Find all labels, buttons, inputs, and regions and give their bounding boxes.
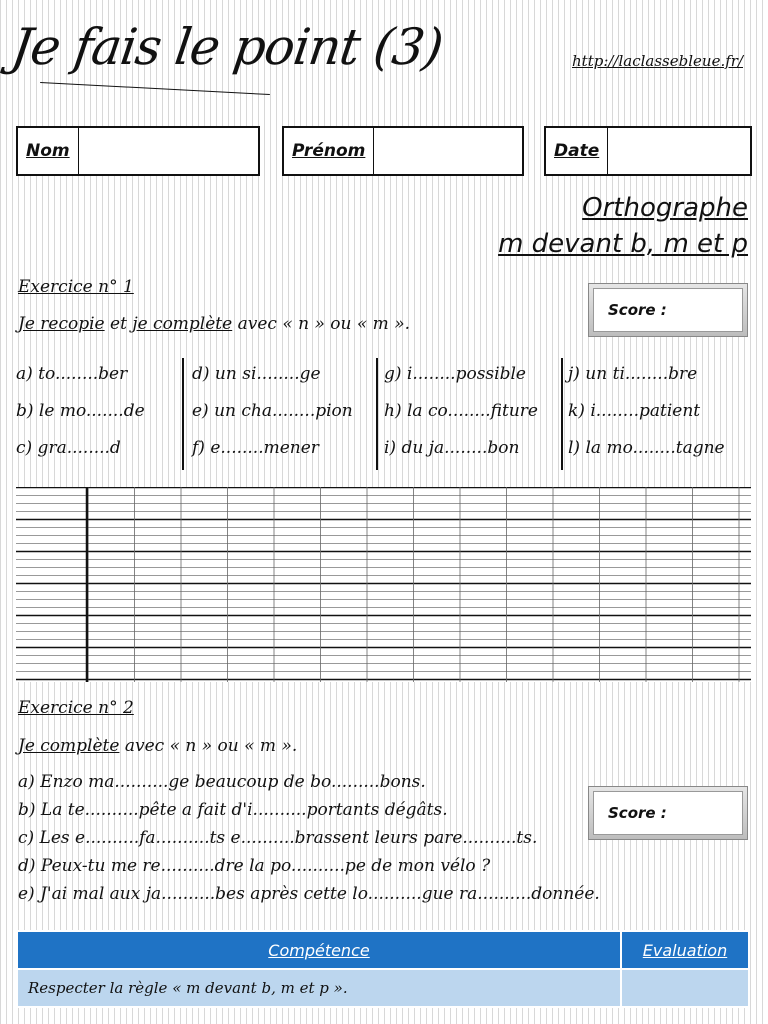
exercise1-title: Exercice n° 1 [18, 277, 134, 297]
word-item: h) la co........fiture [384, 401, 538, 421]
page-title: Je fais le point (3) [7, 18, 447, 76]
exercise2-instruction [18, 736, 297, 756]
word-item: c) gra........d [16, 438, 121, 458]
exercise1-score-label: Score : [593, 288, 743, 332]
date-box [544, 126, 752, 176]
word-item: j) un ti........bre [568, 364, 698, 384]
exercise1-score-box [588, 283, 748, 337]
word-item: i) du ja........bon [384, 438, 520, 458]
column-separator [561, 358, 563, 470]
word-item: b) le mo.......de [16, 401, 145, 421]
word-item: a) to........ber [16, 364, 128, 384]
sentence-item: d) Peux-tu me re..........dre la po..........pe de mon vélo ? [18, 856, 491, 876]
subject-heading [498, 190, 748, 262]
competence-header: Compétence [17, 931, 621, 969]
site-url-link[interactable]: http://laclassebleue.fr/ [572, 52, 743, 70]
nom-label: Nom [18, 128, 79, 174]
word-item: g) i........possible [384, 364, 526, 384]
word-item: e) un cha........pion [192, 401, 353, 421]
prenom-label: Prénom [284, 128, 374, 174]
subject-line-1: Orthographe [582, 193, 748, 223]
exercise2-score-box [588, 786, 748, 840]
competence-table [16, 930, 750, 1008]
instr1-part4: avec « n » ou « m ». [232, 314, 411, 334]
sentence-item: b) La te..........pête a fait d'i..........portants dégâts. [18, 800, 448, 820]
word-item: f) e........mener [192, 438, 319, 458]
word-item: d) un si........ge [192, 364, 321, 384]
exercise1-word-list [16, 358, 751, 470]
competence-cell: Respecter la règle « m devant b, m et p ». [17, 969, 621, 1007]
sentence-item: e) J'ai mal aux ja..........bes après cette lo..........gue ra..........donnée. [18, 884, 600, 904]
nom-box [16, 126, 260, 176]
word-item: k) i........patient [568, 401, 701, 421]
instr1-part2: et [104, 314, 133, 334]
evaluation-cell[interactable] [621, 969, 749, 1007]
column-separator [182, 358, 184, 470]
column-separator [376, 358, 378, 470]
date-label: Date [546, 128, 608, 174]
sentence-item: a) Enzo ma..........ge beaucoup de bo.........bons. [18, 772, 426, 792]
prenom-box [282, 126, 524, 176]
exercise2-score-label: Score : [593, 791, 743, 835]
instr1-part1: Je recopie [18, 314, 105, 334]
evaluation-header: Evaluation [621, 931, 749, 969]
instr2-part1: Je complète [18, 736, 120, 756]
writing-grid[interactable] [16, 487, 751, 682]
instr2-part2: avec « n » ou « m ». [119, 736, 298, 756]
nom-field[interactable] [79, 128, 258, 174]
prenom-field[interactable] [374, 128, 522, 174]
sentence-item: c) Les e..........fa..........ts e..........brassent leurs pare..........ts. [18, 828, 538, 848]
subject-line-2: m devant b, m et p [498, 229, 748, 259]
instr1-part3: je complète [132, 314, 233, 334]
word-item: l) la mo........tagne [568, 438, 725, 458]
exercise1-instruction [18, 314, 410, 334]
title-underline [40, 82, 270, 95]
exercise2-title: Exercice n° 2 [18, 698, 134, 718]
date-field[interactable] [608, 128, 750, 174]
exercise2-sentences [18, 768, 600, 908]
